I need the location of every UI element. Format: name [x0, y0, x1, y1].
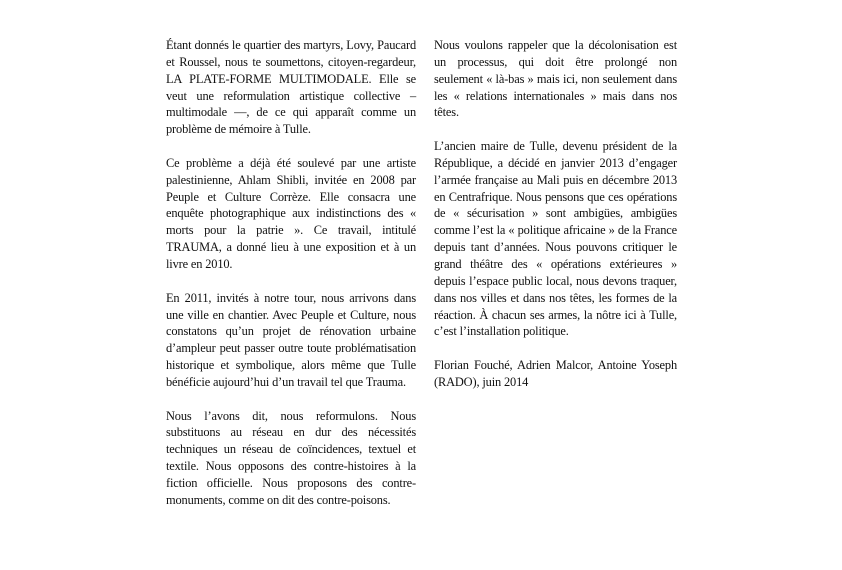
right-text-column	[434, 37, 677, 391]
left-text-column	[166, 37, 416, 509]
signature: Florian Fouché, Adrien Malcor, Antoine Yoseph (RADO), juin 2014	[434, 358, 677, 389]
paragraph-decolonisation: Nous voulons rappeler que la décolonisation est un processus, qui doit être prolongé non seulement « là-bas » mais ici, non seulement dans les « relations internationales » mais dans nos têtes.	[434, 38, 677, 120]
paragraph-ville-en-chantier: En 2011, invités à notre tour, nous arrivons dans une ville en chantier. Avec Peuple et Culture, nous constatons qu’un projet de rénovation urbaine d’ampleur peut passer outre toute problématisation historique et symbolique, alors même que Tulle bénéficie aujourd’hui d’un travail tel que Trauma.	[166, 290, 416, 389]
paragraph-reformulons: Nous l’avons dit, nous reformulons. Nous substituons au réseau en dur des nécessités techniques un réseau de coïncidences, textuel et textile. Nous opposons des contre-histoires à la fiction officielle. Nous proposons des contre-monuments, comme on dit des contre-poisons.	[166, 408, 416, 507]
paragraph-ancien-maire: L’ancien maire de Tulle, devenu président de la République, a décidé en janvier 2013 d’engager l’armée française au Mali puis en décembre 2013 en Centrafrique. Nous pensons que ces opérations de « sécurisation » sont ambigües, ambigües comme l’est la « politique africaine » de la France depuis tant d’années. Nous pouvons critiquer le grand théâtre des « opérations extérieures » depuis l’espace public local, nous devons traquer, dans nos villes et dans nos têtes, les formes de la réaction. À chacun ses armes, la nôtre ici à Tulle, c’est l’installation politique.	[434, 139, 677, 339]
paragraph-trauma-shibli: Ce problème a déjà été soulevé par une artiste palestinienne, Ahlam Shibli, invitée en 2008 par Peuple et Culture Corrèze. Elle consacra une enquête photographique aux indistinctions des « morts pour la patrie ». Ce travail, intitulé TRAUMA, a donné lieu à une exposition et à un livre en 2010.	[166, 155, 416, 271]
paragraph-plate-forme-intro: Étant donnés le quartier des martyrs, Lovy, Paucard et Roussel, nous te soumettons, citoyen-regardeur, LA PLATE-FORME MULTIMODALE. Elle se veut une reformulation artistique collective – multimodale —, de ce qui apparaît comme un problème de mémoire à Tulle.	[166, 38, 416, 137]
